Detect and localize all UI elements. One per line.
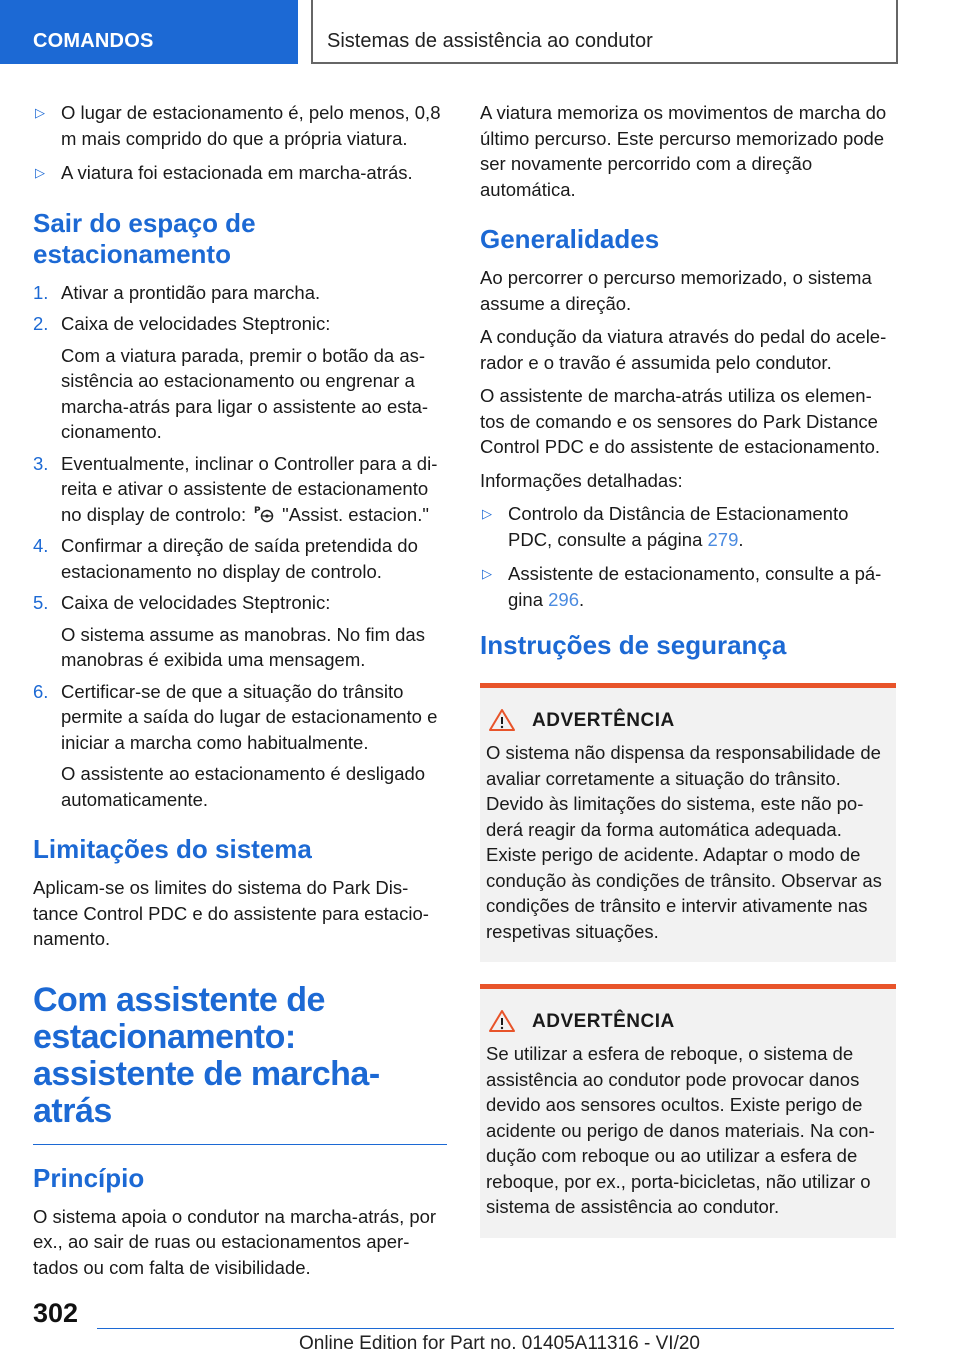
warning-triangle-icon xyxy=(488,1009,522,1035)
intro-text: A viatura memoriza os movimentos de marcha do último percurso. Este percurso memorizado pode ser novamente percorrido com a direção automática. xyxy=(480,102,887,200)
general-text: A condução da viatura através do pedal do acele-rador e o travão é assumida pelo condutor. xyxy=(480,326,887,373)
step-detail: O sistema assume as manobras. No fim das manobras é exibida uma mensagem. xyxy=(61,623,425,670)
warning-box xyxy=(480,683,896,962)
list-item: ▷ O lugar de estacionamento é, pelo menos, 0,8 m mais comprido do que a própria viatura. xyxy=(33,100,447,151)
parking-assist-icon xyxy=(254,505,276,523)
list-item: ▷ A viatura foi estacionada em marcha-atrás. xyxy=(33,160,447,186)
header-chapter-label: Sistemas de assistência ao condutor xyxy=(327,30,653,52)
step-detail: Com a viatura parada, premir o botão da as-sistência ao estacionamento ou engrenar a marcha-atrás para ligar o assistente ao esta-cionamento. xyxy=(61,344,429,442)
warning-box xyxy=(480,984,896,1238)
limits-text: Aplicam-se os limites do sistema do Park Dis-tance Control PDC e do assistente para estacio-namento. xyxy=(33,877,429,949)
triangle-bullet-icon: ▷ xyxy=(482,566,492,581)
main-heading: Com assistente de estacionamento: assistente de marcha-atrás xyxy=(33,980,380,1130)
step-item: 1. Ativar a prontidão para marcha. xyxy=(33,281,321,303)
page-link-296[interactable]: 296 xyxy=(548,588,579,610)
step-item: 3. Eventualmente, inclinar o Controller para a di-reita e ativar o assistente de estacionamento no display de controlo: P "Assist. estacion." xyxy=(33,452,438,525)
limits-heading: Limitações do sistema xyxy=(33,834,312,864)
principle-text: O sistema apoia o condutor na marcha-atrás, por ex., ao sair de ruas ou estacionamentos aper-tados ou com falta de visibilidade. xyxy=(33,1205,437,1278)
safety-heading: Instruções de segurança xyxy=(480,630,787,660)
header-section-label: COMANDOS xyxy=(33,30,154,52)
left-column xyxy=(33,100,447,1288)
general-heading: Generalidades xyxy=(480,224,660,254)
triangle-bullet-icon: ▷ xyxy=(35,105,45,120)
triangle-bullet-icon: ▷ xyxy=(35,165,45,180)
general-text: Ao percorrer o percurso memorizado, o sistema assume a direção. xyxy=(480,267,872,314)
header-chapter-box xyxy=(311,0,898,64)
warning-triangle-icon xyxy=(488,708,522,734)
warning-text: Se utilizar a esfera de reboque, o sistema de assistência ao condutor pode provocar danos devido aos sensores ocultos. Existe perigo de acidente ou perigo de danos materiais. Na con-dução com reboque ou ao utilizar a esfera de reboque, por ex., porta-bicicletas, não utilizar o sistema de assistência ao condutor. xyxy=(486,1043,875,1217)
page-number: 302 xyxy=(33,1298,79,1328)
step-item: 6. Certificar-se de que a situação do trânsito permite a saída do lugar de estacionamento e iniciar a marcha como habitualmente. xyxy=(33,680,438,753)
step-item: 4. Confirmar a direção de saída pretendida do estacionamento no display de controlo. xyxy=(33,535,418,582)
warning-text: O sistema não dispensa da responsabilidade de avaliar corretamente a situação do trânsito. Devido às limitações do sistema, este não po-derá reagir da forma automática adequada. Existe perigo de acidente. Adaptar o modo de condução às condições de trânsito. Observar as condições de trânsito e intervir ativamente nas respetivas situações. xyxy=(486,742,882,942)
page-link-279[interactable]: 279 xyxy=(707,528,739,550)
warning-title: ADVERTÊNCIA xyxy=(532,710,675,731)
list-item: ▷ Controlo da Distância de Estacionamento PDC, consulte a página 279. xyxy=(480,501,896,552)
heading-divider xyxy=(33,1144,447,1145)
general-text: Informações detalhadas: xyxy=(480,469,683,491)
principle-heading: Princípio xyxy=(33,1162,145,1193)
triangle-bullet-icon: ▷ xyxy=(482,506,492,521)
exit-heading: Sair do espaço de estacionamento xyxy=(33,207,256,269)
step-item: 2. Caixa de velocidades Steptronic: xyxy=(33,313,331,334)
general-text: O assistente de marcha-atrás utiliza os elemen-tos de comando e os sensores do Park Distance Control PDC e do assistente de estacionamento. xyxy=(480,385,881,457)
step-detail: O assistente ao estacionamento é desligado automaticamente. xyxy=(61,763,426,810)
header-section-tab xyxy=(0,0,298,64)
list-item: ▷ Assistente de estacionamento, consulte a pá-gina 296. xyxy=(480,561,896,612)
footer-divider xyxy=(97,1328,894,1329)
warning-title: ADVERTÊNCIA xyxy=(532,1011,675,1032)
footer-edition: Online Edition for Part no. 01405A11316 - VI/20 xyxy=(298,1333,700,1354)
right-column xyxy=(480,100,896,1248)
step-item: 5. Caixa de velocidades Steptronic: xyxy=(33,592,331,613)
svg-text:P: P xyxy=(254,505,261,516)
